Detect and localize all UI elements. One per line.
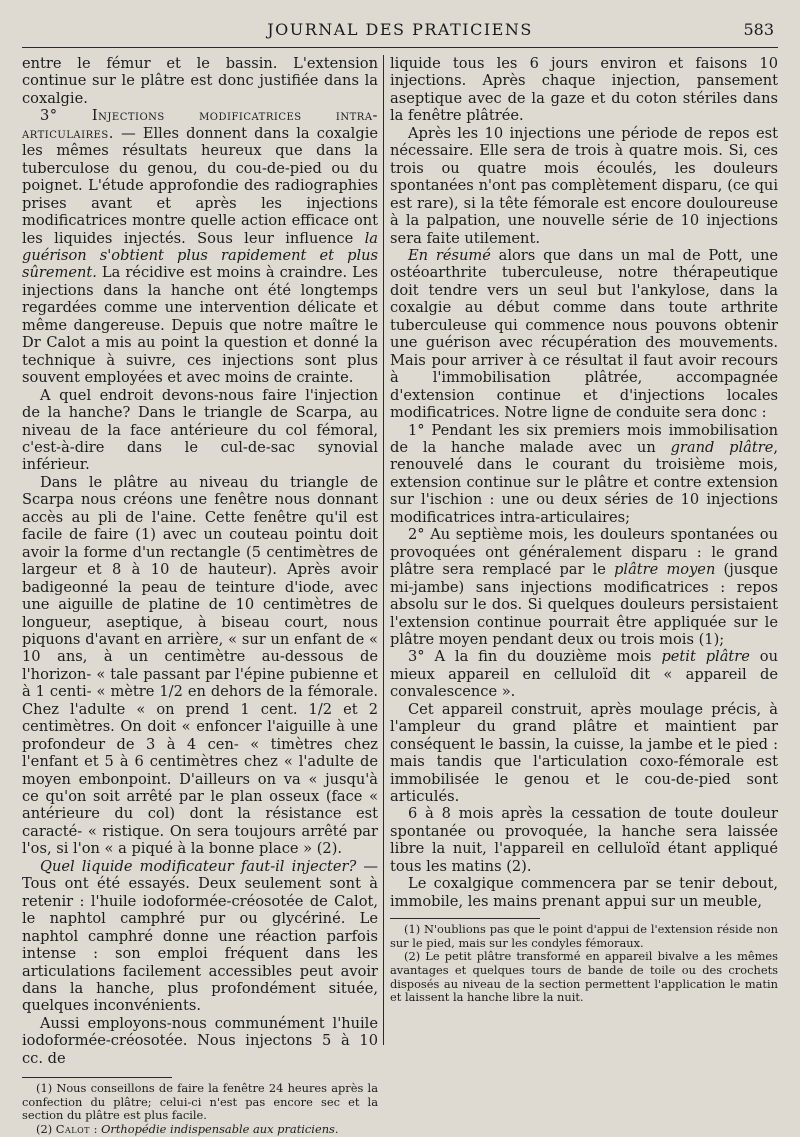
text-run: (jusque mi-jambe) sans injections modificatrices : repos absolu sur le dos. Si quelques douleurs persistaient l'extension continue pourrait être appliquée sur le plâtre moyen pendant deux ou trois mois (1); [390,561,779,648]
footnote-separator: : [89,1122,102,1137]
paragraph [390,526,778,648]
footnote-marker: (2) [36,1122,56,1137]
paragraph [390,247,778,422]
paragraph: liquide tous les 6 jours environ et faisons 10 injections. Après chaque injection, pansement aseptique avec de la gaze et du coton stériles dans la fenêtre plâtrée. [390,55,778,125]
footnote-title: Orthopédie indispensable aux praticiens. [101,1122,339,1137]
paragraph-injections [22,107,378,386]
text-run: , renouvelé dans le courant du troisième mois, extension continue sur le plâtre et contre extension sur l'ischion : une ou deux séries de 10 injections modificatrices intra-articulaires; [390,438,778,526]
section-heading: 3° Injections modificatrices intra-articulaires. [22,107,378,142]
text-run: — Tous ont été essayés. Deux seulement sont à retenir : l'huile iodoformée-créosotée de Calot, le naphtol camphré pur ou glycériné. Le naphtol camphré donne une réaction parfois intense : son emploi fréquent dans les articulations facilement accessibles peut avoir dans la hanche, plus profondément située, quelques inconvénients. [22,857,379,1015]
paragraph: A quel endroit devons-nous faire l'injection de la hanche? Dans le triangle de Scarpa, au niveau de la face antérieure du col fémoral, c'est-à-dire dans le cul-de-sac synovial inférieur. [22,386,378,474]
italic-run: la guérison s'obtient plus rapidement et plus sûrement. [22,229,378,282]
paragraph [22,858,378,1015]
italic-run: petit plâtre [661,648,750,666]
paragraph: 6 à 8 mois après la cessation de toute douleur spontanée ou provoquée, la hanche sera laissée libre la nuit, l'appareil en celluloïd étant appliqué tous les matins (2). [390,805,778,875]
paragraph: entre le fémur et le bassin. L'extension continue sur le plâtre est donc justifiée dans la coxalgie. [22,55,378,107]
text-run: alors que dans un mal de Pott, une ostéoarthrite tuberculeuse, notre thérapeutique doit tendre vers un seul but l'ankylose, dans la coxalgie au début comme dans toute arthrite tuberculeuse qui commence nous pouvons obtenir une guérison avec récupération des mouvements. Mais pour arriver à ce résultat il faut avoir recours à l'immobilisation plâtrée, accompagnée d'extension continue et d'injections locales modificatrices. Notre ligne de conduite sera donc : [390,246,779,422]
text-run: 2° Au septième mois, les douleurs spontanées ou provoquées ont généralement disparu : le grand plâtre sera remplacé par le [390,526,778,579]
footnote: (1) N'oublions pas que le point d'appui de l'extension réside non sur le pied, mais sur les condyles fémoraux. [390,922,778,950]
text-run: 3° A la fin du douzième mois [408,648,662,666]
text-run: — Elles donnent dans la coxalgie les mêmes résultats heureux que dans la tuberculose du genou, du cou-de-pied ou du poignet. L'étude approfondie des radiographies prises avant et après les injections modificatrices montre quelle action efficace ont les liquides injectés. Sous leur influence [22,124,378,247]
italic-run: En résumé [408,246,491,264]
paragraph: Après les 10 injections une période de repos est nécessaire. Elle sera de trois à quatre mois. Si, ces trois ou quatre mois écoulés, les douleurs spontanées n'ont pas complètement disparu, (ce qui est rare), si la tête fémorale est encore douloureuse à la palpation, une nouvelle série de 10 injections sera faite utilement. [390,124,778,247]
paragraph: Dans le plâtre au niveau du triangle de Scarpa nous créons une fenêtre nous donnant accès au pli de l'aine. Cette fenêtre qu'il est facile de faire (1) avec un couteau pointu doit avoir la forme d'un rectangle (5 centimètres de largeur et 8 à 10 de hauteur). Après avoir badigeonné la peau de teinture d'iode, avec une aiguille de platine de 10 centimètres de longueur, aseptique, à biseau court, nous piquons d'avant en arrière, « sur un enfant de « 10 ans, à un centimètre au-dessous de l'horizon- « tale passant par l'épine pubienne et à 1 centi- « mètre 1/2 en dehors de la fémorale. Chez l'adulte « on prend 1 cent. 1/2 et 2 centimètres. On doit « enfoncer l'aiguille à une profondeur de 3 à 4 cen- « timètres chez l'enfant et 5 à 6 centimètres chez « l'adulte de moyen embonpoint. D'ailleurs on va « jusqu'à ce qu'on soit arrêté par le plan osseux (face « antérieure du col) dont la résistance est caracté- « ristique. On sera toujours arrêté par l'os, si l'on « a piqué à la bonne place » (2). [22,473,378,858]
footnotes-right [390,923,778,1005]
footnotes-left [22,1082,378,1136]
column-divider [383,55,384,1045]
page-number: 583 [743,20,774,39]
text-run: ou mieux appareil en celluloïd dit « appareil de convalescence ». [390,648,778,701]
footnote: (1) Nous conseillons de faire la fenêtre 24 heures après la confection du plâtre; celui-ci n'est pas encore sec et la section du plâtre est plus facile. [22,1081,378,1123]
text-run: La récidive est moins à craindre. Les injections dans la hanche ont été longtemps regardées comme une intervention délicate et même dangereuse. Depuis que notre maître le Dr Calot a mis au point la question et donné la technique à suivre, ces injections sont plus souvent employées et avec moins de crainte. [22,264,378,387]
running-header [22,20,778,44]
footnote: (2) Le petit plâtre transformé en appareil bivalve a les mêmes avantages et quelques tours de bande de toile ou des crochets disposés au niveau de la section permettent l'application le matin et laissent la hanche libre la nuit. [390,949,778,1005]
paragraph: Aussi employons-nous communément l'huile iodoformée-créosotée. Nous injectons 5 à 10 cc. de [22,1014,378,1067]
italic-run: plâtre moyen [614,561,716,579]
right-column [390,55,778,1005]
paragraph: Le coxalgique commencera par se tenir debout, immobile, les mains prenant appui sur un meuble, [390,875,778,910]
italic-question: Quel liquide modificateur faut-il injecter? [40,857,357,875]
footnote-author: Calot [55,1122,90,1137]
journal-title: JOURNAL DES PRATICIENS [267,20,533,39]
footnote-rule [390,918,540,919]
paragraph: Cet appareil construit, après moulage précis, à l'ampleur du grand plâtre et maintient par conséquent le bassin, la cuisse, la jambe et le pied : mais tandis que l'articulation coxo-fémorale est immobilisée le genou et le cou-de-pied sont articulés. [390,700,778,806]
footnote [22,1123,378,1137]
paragraph [390,648,778,700]
text-run: 1° Pendant les six premiers mois immobilisation de la hanche malade avec un [390,421,778,456]
header-rule [22,47,778,48]
paragraph [390,422,778,527]
italic-run: grand plâtre [670,438,774,456]
footnote-rule [22,1077,172,1078]
left-column [22,55,378,1137]
